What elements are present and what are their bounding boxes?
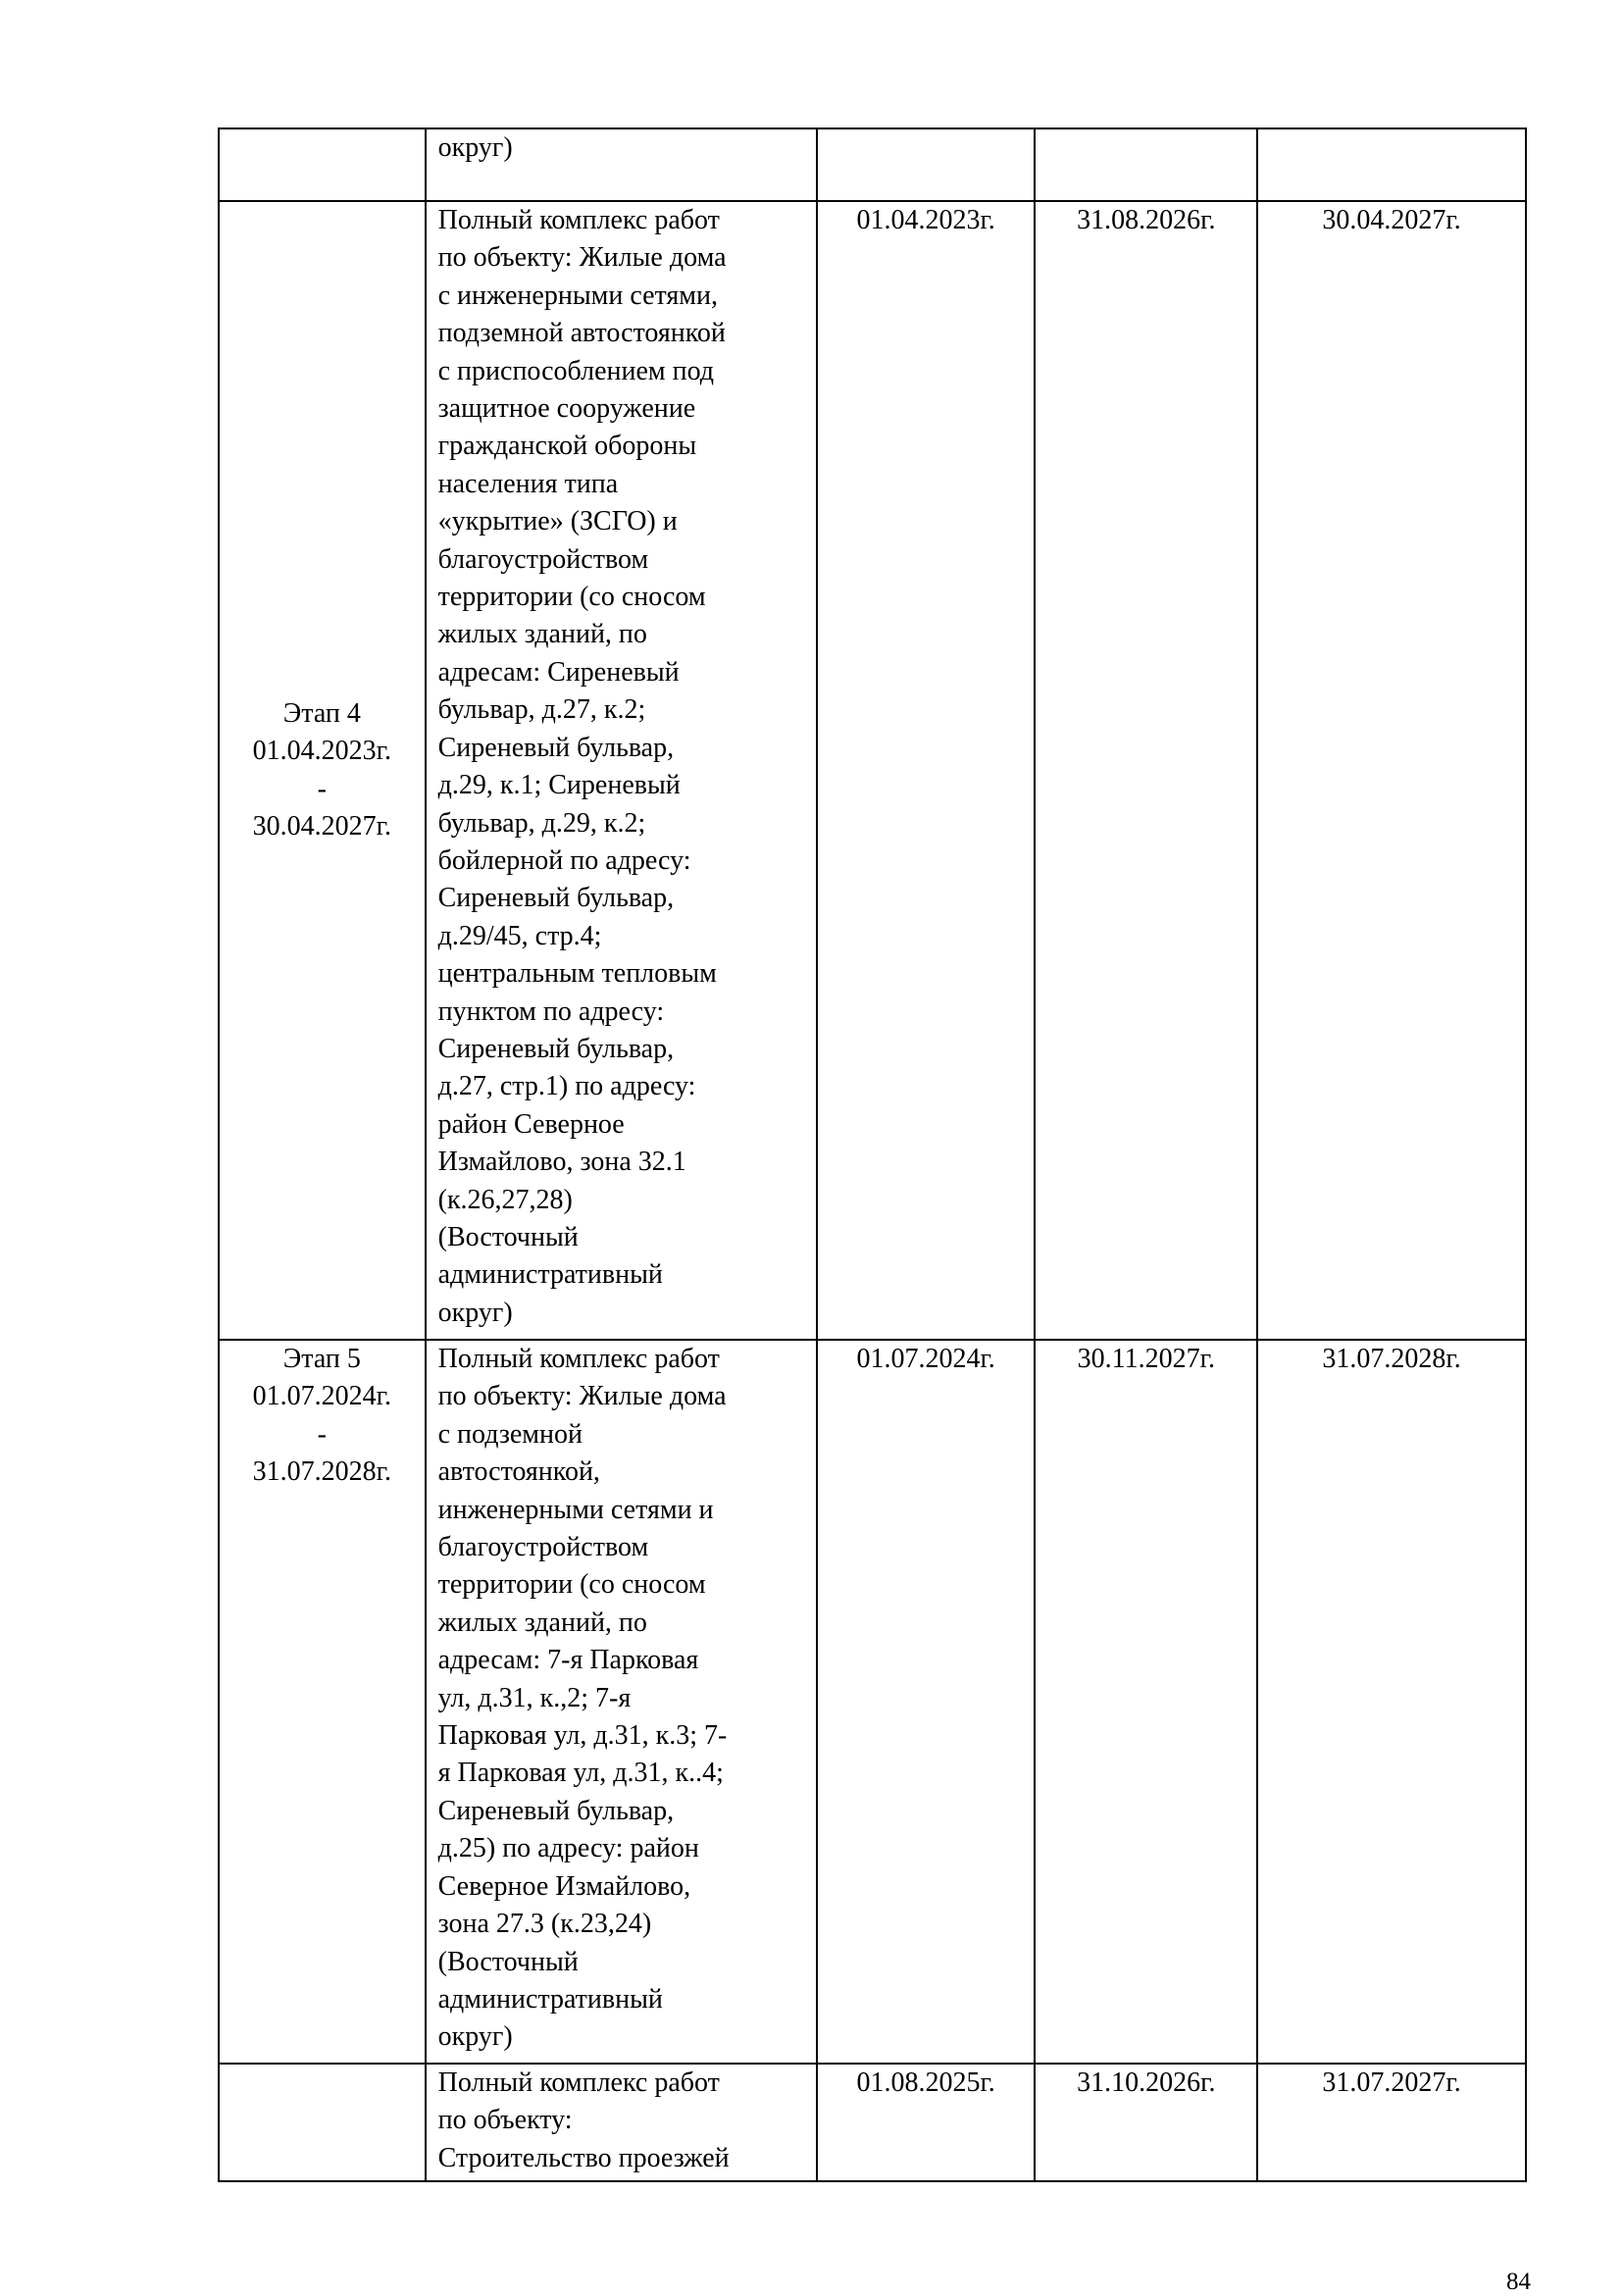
description-line: зона 27.3 (к.23,24) xyxy=(437,1909,652,1940)
description-line: пунктом по адресу: xyxy=(437,995,665,1027)
description-line: округ) xyxy=(437,132,513,163)
description-line: Сиреневый бульвар, xyxy=(437,883,675,914)
description-line: благоустройством xyxy=(437,543,649,575)
stage-dash: - xyxy=(317,773,327,804)
description-line: подземной автостоянкой xyxy=(437,318,726,349)
description-line: жилых зданий, по xyxy=(437,1607,647,1638)
description-line: район Северное xyxy=(437,1108,625,1140)
description-line: (Восточный xyxy=(437,1221,579,1252)
description-line: бойлерной по адресу: xyxy=(437,844,691,876)
description-line: по объекту: Жилые дома xyxy=(437,242,727,274)
description-cell xyxy=(426,2064,817,2181)
description-line: адресам: 7-я Парковая xyxy=(437,1645,699,1676)
stage-cell xyxy=(219,201,426,1340)
stage-label: Этап 5 xyxy=(282,1344,361,1374)
description-line: д.25) по адресу: район xyxy=(437,1833,699,1864)
description-line: Строительство проезжей xyxy=(437,2142,730,2173)
description-line: с подземной xyxy=(437,1418,583,1450)
description-line: д.29/45, стр.4; xyxy=(437,920,602,951)
description-line: автостоянкой, xyxy=(437,1456,600,1488)
description-line: Измайлово, зона 32.1 xyxy=(437,1147,686,1178)
end-date-cell xyxy=(1035,128,1257,201)
stage-cell xyxy=(219,1340,426,2064)
description-line: Полный комплекс работ xyxy=(437,2067,720,2098)
description-line: я Парковая ул, д.31, к..4; xyxy=(437,1758,724,1789)
stage-start: 01.07.2024г. xyxy=(252,1381,391,1412)
description-line: территории (со сносом xyxy=(437,582,706,613)
start-date-cell: 01.04.2023г. xyxy=(817,201,1036,1340)
table-row xyxy=(219,2064,1526,2181)
final-date-cell: 31.07.2027г. xyxy=(1257,2064,1526,2181)
stage-dash: - xyxy=(317,1418,327,1450)
description-line: Сиреневый бульвар, xyxy=(437,1795,675,1826)
description-line: по объекту: xyxy=(437,2105,573,2136)
schedule-table xyxy=(218,128,1527,2182)
stage-start: 01.04.2023г. xyxy=(252,736,391,767)
final-date-cell: 30.04.2027г. xyxy=(1257,201,1526,1340)
description-line: Полный комплекс работ xyxy=(437,1344,720,1374)
description-line: (к.26,27,28) xyxy=(437,1184,573,1215)
description-line: центральным тепловым xyxy=(437,958,717,990)
description-line: административный xyxy=(437,1983,663,2015)
end-date-cell: 31.10.2026г. xyxy=(1035,2064,1257,2181)
description-line: округ) xyxy=(437,1297,513,1328)
description-line: защитное сооружение xyxy=(437,393,696,425)
description-line: по объекту: Жилые дома xyxy=(437,1381,727,1412)
description-cell xyxy=(426,128,817,201)
description-line: инженерными сетями и xyxy=(437,1494,714,1525)
final-date-cell xyxy=(1257,128,1526,201)
description-line: бульвар, д.27, к.2; xyxy=(437,694,646,726)
description-line: бульвар, д.29, к.2; xyxy=(437,807,646,839)
table-row xyxy=(219,1340,1526,2064)
description-line: ул, д.31, к.,2; 7-я xyxy=(437,1682,632,1713)
end-date-cell: 30.11.2027г. xyxy=(1035,1340,1257,2064)
stage-end: 31.07.2028г. xyxy=(252,1456,391,1488)
stage-end: 30.04.2027г. xyxy=(252,810,391,842)
final-date-cell: 31.07.2028г. xyxy=(1257,1340,1526,2064)
description-cell xyxy=(426,201,817,1340)
description-line: д.27, стр.1) по адресу: xyxy=(437,1071,696,1102)
start-date-cell xyxy=(817,128,1036,201)
description-line: благоустройством xyxy=(437,1532,649,1563)
table-row xyxy=(219,201,1526,1340)
description-line: адресам: Сиреневый xyxy=(437,656,680,688)
stage-cell xyxy=(219,128,426,201)
description-line: населения типа xyxy=(437,468,619,499)
description-line: жилых зданий, по xyxy=(437,619,647,650)
description-line: «укрытие» (ЗСГО) и xyxy=(437,506,678,537)
page-number: 84 xyxy=(1506,2269,1531,2295)
description-line: гражданской обороны xyxy=(437,431,697,462)
description-cell xyxy=(426,1340,817,2064)
description-line: с приспособлением под xyxy=(437,355,715,386)
end-date-cell: 31.08.2026г. xyxy=(1035,201,1257,1340)
description-line: д.29, к.1; Сиреневый xyxy=(437,770,681,801)
start-date-cell: 01.07.2024г. xyxy=(817,1340,1036,2064)
start-date-cell: 01.08.2025г. xyxy=(817,2064,1036,2181)
description-line: Сиреневый бульвар, xyxy=(437,732,675,763)
stage-label: Этап 4 xyxy=(282,697,361,729)
description-line: (Восточный xyxy=(437,1946,579,1977)
description-line: Парковая ул, д.31, к.3; 7- xyxy=(437,1720,728,1752)
description-line: с инженерными сетями, xyxy=(437,280,718,311)
table-row xyxy=(219,128,1526,201)
description-line: Полный комплекс работ xyxy=(437,205,720,235)
description-line: округ) xyxy=(437,2021,513,2053)
description-line: Сиреневый бульвар, xyxy=(437,1033,675,1064)
description-line: административный xyxy=(437,1259,663,1291)
description-line: территории (со сносом xyxy=(437,1569,706,1601)
description-line: Северное Измайлово, xyxy=(437,1870,691,1902)
stage-cell xyxy=(219,2064,426,2181)
